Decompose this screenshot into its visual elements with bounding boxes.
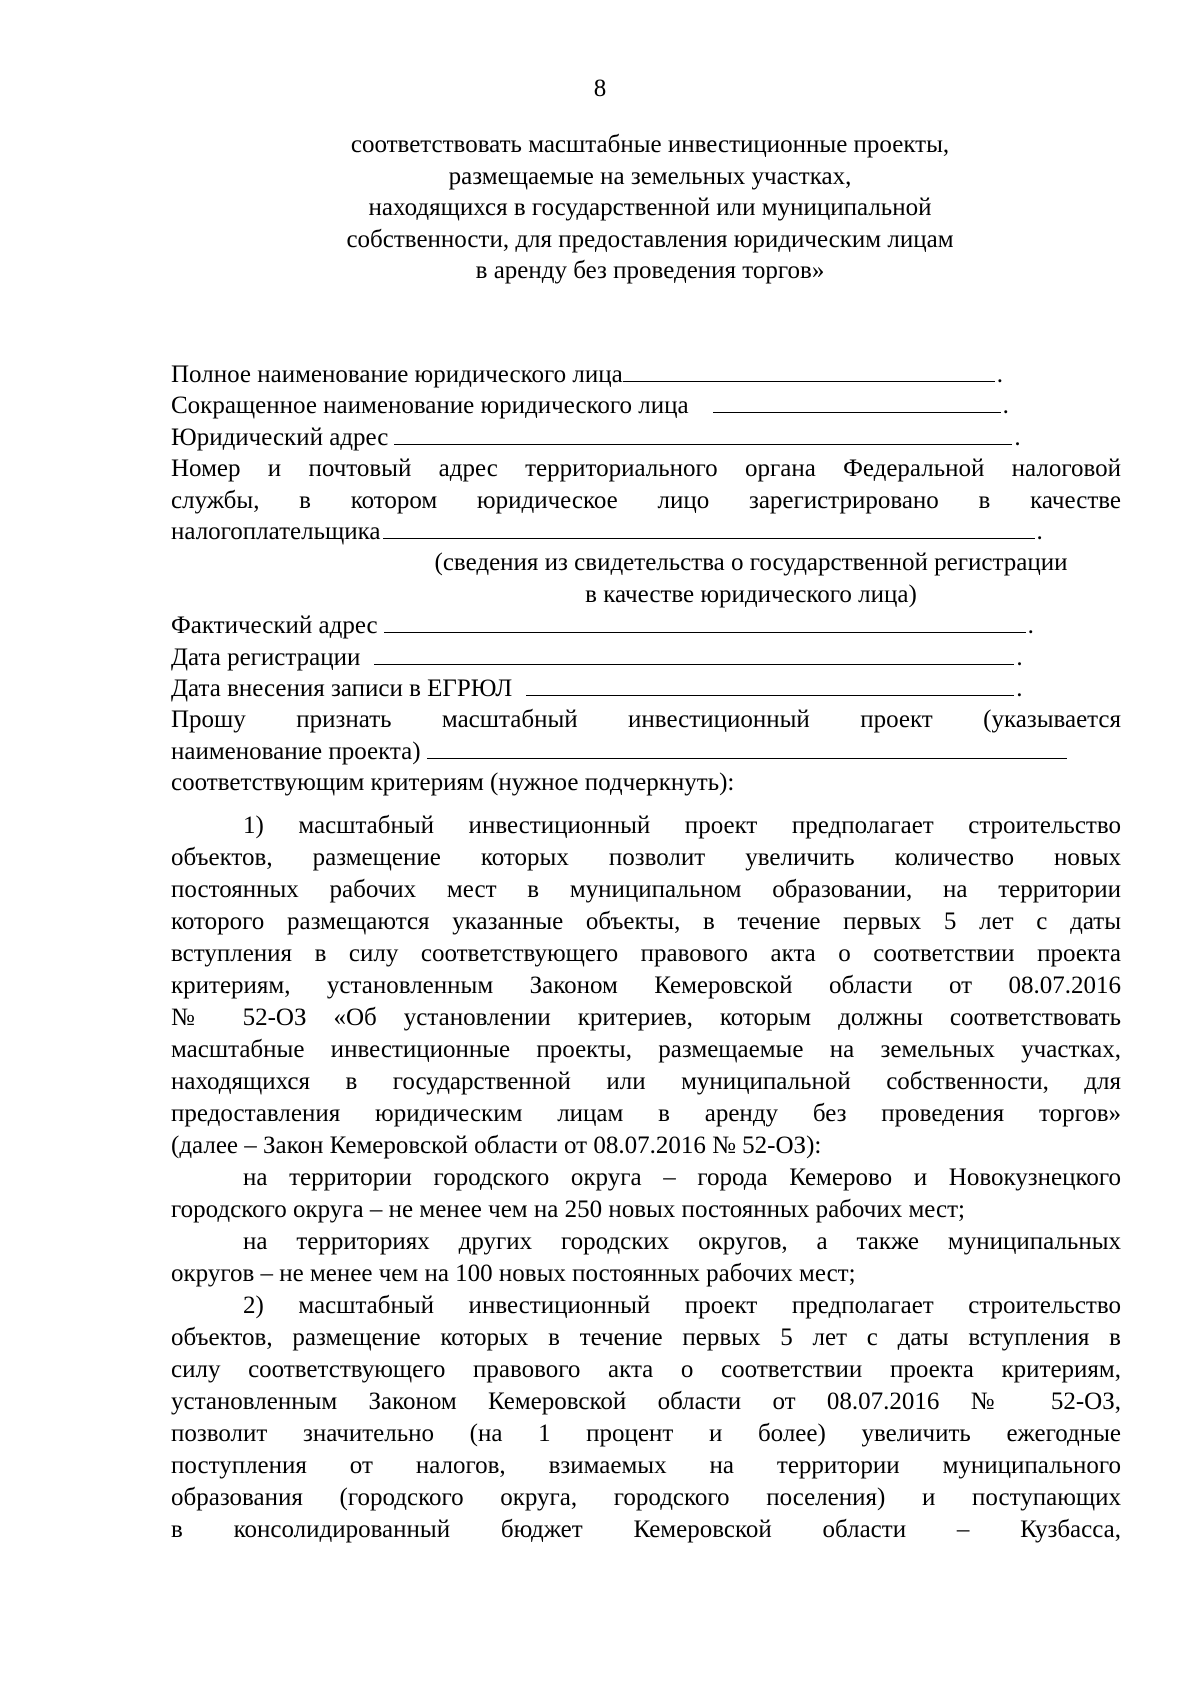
period: .	[996, 361, 1003, 388]
paragraph-line: объектов, размещение которых в течение первых 5 лет с даты вступления в	[171, 1324, 1121, 1351]
paragraph-line: объектов, размещение которых позволит увеличить количество новых	[171, 844, 1121, 871]
registration-date-row	[171, 642, 1121, 673]
title-line: соответствовать масштабные инвестиционные проекты,	[350, 131, 950, 158]
project-name-label: наименование проекта)	[171, 737, 421, 765]
period: .	[1016, 674, 1023, 702]
paragraph-line: (далее – Закон Кемеровской области от 08.07.2016 № 52-ОЗ):	[171, 1132, 822, 1159]
paragraph-line: силу соответствующего правового акта о соответствии проекта критериям,	[171, 1356, 1121, 1383]
registration-date-label: Дата регистрации	[171, 643, 361, 671]
criteria-text	[171, 810, 1121, 1546]
request-line: Прошу признать масштабный инвестиционный проект (указывается	[171, 706, 1121, 734]
paragraph-line: которого размещаются указанные объекты, в течение первых 5 лет с даты	[171, 908, 1121, 935]
paragraph-line: на территориях других городских округов, а также муниципальных	[243, 1228, 1121, 1255]
tax-authority-line: службы, в котором юридическое лицо зарегистрировано в качестве	[171, 486, 1121, 514]
taxpayer-label: налогоплательщика	[171, 517, 381, 545]
document-title	[250, 129, 1050, 287]
short-name-label: Сокращенное наименование юридического лица	[171, 392, 689, 420]
taxpayer-row	[171, 516, 1121, 547]
paragraph-line: на территории городского округа – города Кемерово и Новокузнецкого	[243, 1164, 1121, 1191]
page-number: 8	[593, 75, 607, 102]
period: .	[1016, 643, 1023, 671]
actual-address-field[interactable]	[384, 610, 1026, 633]
period: .	[1014, 423, 1021, 451]
title-line: размещаемые на земельных участках,	[448, 162, 852, 190]
tax-authority-field[interactable]	[383, 516, 1035, 539]
project-name-field[interactable]	[427, 736, 1067, 759]
paragraph-line: постоянных рабочих мест в муниципальном образовании, на территории	[171, 876, 1121, 903]
full-name-label: Полное наименование юридического лица	[171, 361, 623, 388]
criteria-line: соответствующим критериям (нужное подчеркнуть):	[171, 769, 735, 797]
title-line: собственности, для предоставления юридическим лицам	[346, 225, 954, 253]
egrul-date-field[interactable]	[526, 673, 1014, 696]
title-line: в аренду без проведения торгов»	[475, 257, 825, 284]
legal-address-label: Юридический адрес	[171, 423, 389, 451]
paragraph-line: установленным Законом Кемеровской области от 08.07.2016 № 52-ОЗ,	[171, 1388, 1121, 1415]
tax-authority-line: Номер и почтовый адрес территориального органа Федеральной налоговой	[171, 455, 1121, 483]
paragraph-line: городского округа – не менее чем на 250 новых постоянных рабочих мест;	[171, 1196, 965, 1223]
paragraph-line: предоставления юридическим лицам в аренду без проведения торгов»	[171, 1100, 1121, 1127]
paragraph-line: № 52-ОЗ «Об установлении критериев, которым должны соответствовать	[171, 1004, 1121, 1031]
egrul-date-row	[171, 673, 1121, 704]
paragraph-line: масштабные инвестиционные проекты, размещаемые на земельных участках,	[171, 1036, 1121, 1063]
short-name-row	[171, 390, 1121, 421]
legal-address-field[interactable]	[394, 422, 1012, 445]
paragraph-line: 1) масштабный инвестиционный проект предполагает строительство	[243, 812, 1121, 839]
paragraph-line: позволит значительно (на 1 процент и более) увеличить ежегодные	[171, 1420, 1121, 1447]
paragraph-line: вступления в силу соответствующего правового акта о соответствии проекта	[171, 940, 1121, 967]
period: .	[1002, 392, 1009, 420]
title-line: находящихся в государственной или муниципальной	[368, 194, 932, 221]
paragraph-line: образования (городского округа, городского поселения) и поступающих	[171, 1484, 1121, 1511]
egrul-date-label: Дата внесения записи в ЕГРЮЛ	[171, 674, 513, 702]
project-name-row	[171, 736, 1121, 767]
registration-note: (сведения из свидетельства о государственной регистрации	[434, 549, 1068, 577]
legal-address-row	[171, 422, 1121, 453]
actual-address-label: Фактический адрес	[171, 612, 378, 640]
paragraph-line: 2) масштабный инвестиционный проект предполагает строительство	[243, 1292, 1121, 1319]
paragraph-line: критериям, установленным Законом Кемеровской области от 08.07.2016	[171, 972, 1121, 999]
paragraph-line: в консолидированный бюджет Кемеровской области – Кузбасса,	[171, 1516, 1121, 1543]
registration-date-field[interactable]	[374, 642, 1014, 665]
full-name-field[interactable]	[623, 359, 995, 382]
application-form	[171, 359, 1121, 799]
paragraph-line: поступления от налогов, взимаемых на территории муниципального	[171, 1452, 1121, 1479]
period: .	[1027, 612, 1034, 640]
paragraph-line: находящихся в государственной или муниципальной собственности, для	[171, 1068, 1121, 1095]
registration-note: в качестве юридического лица)	[585, 580, 917, 608]
short-name-field[interactable]	[713, 390, 1001, 413]
paragraph-line: округов – не менее чем на 100 новых постоянных рабочих мест;	[171, 1260, 856, 1287]
period: .	[1036, 517, 1043, 545]
full-name-row	[171, 359, 1121, 390]
actual-address-row	[171, 610, 1121, 641]
